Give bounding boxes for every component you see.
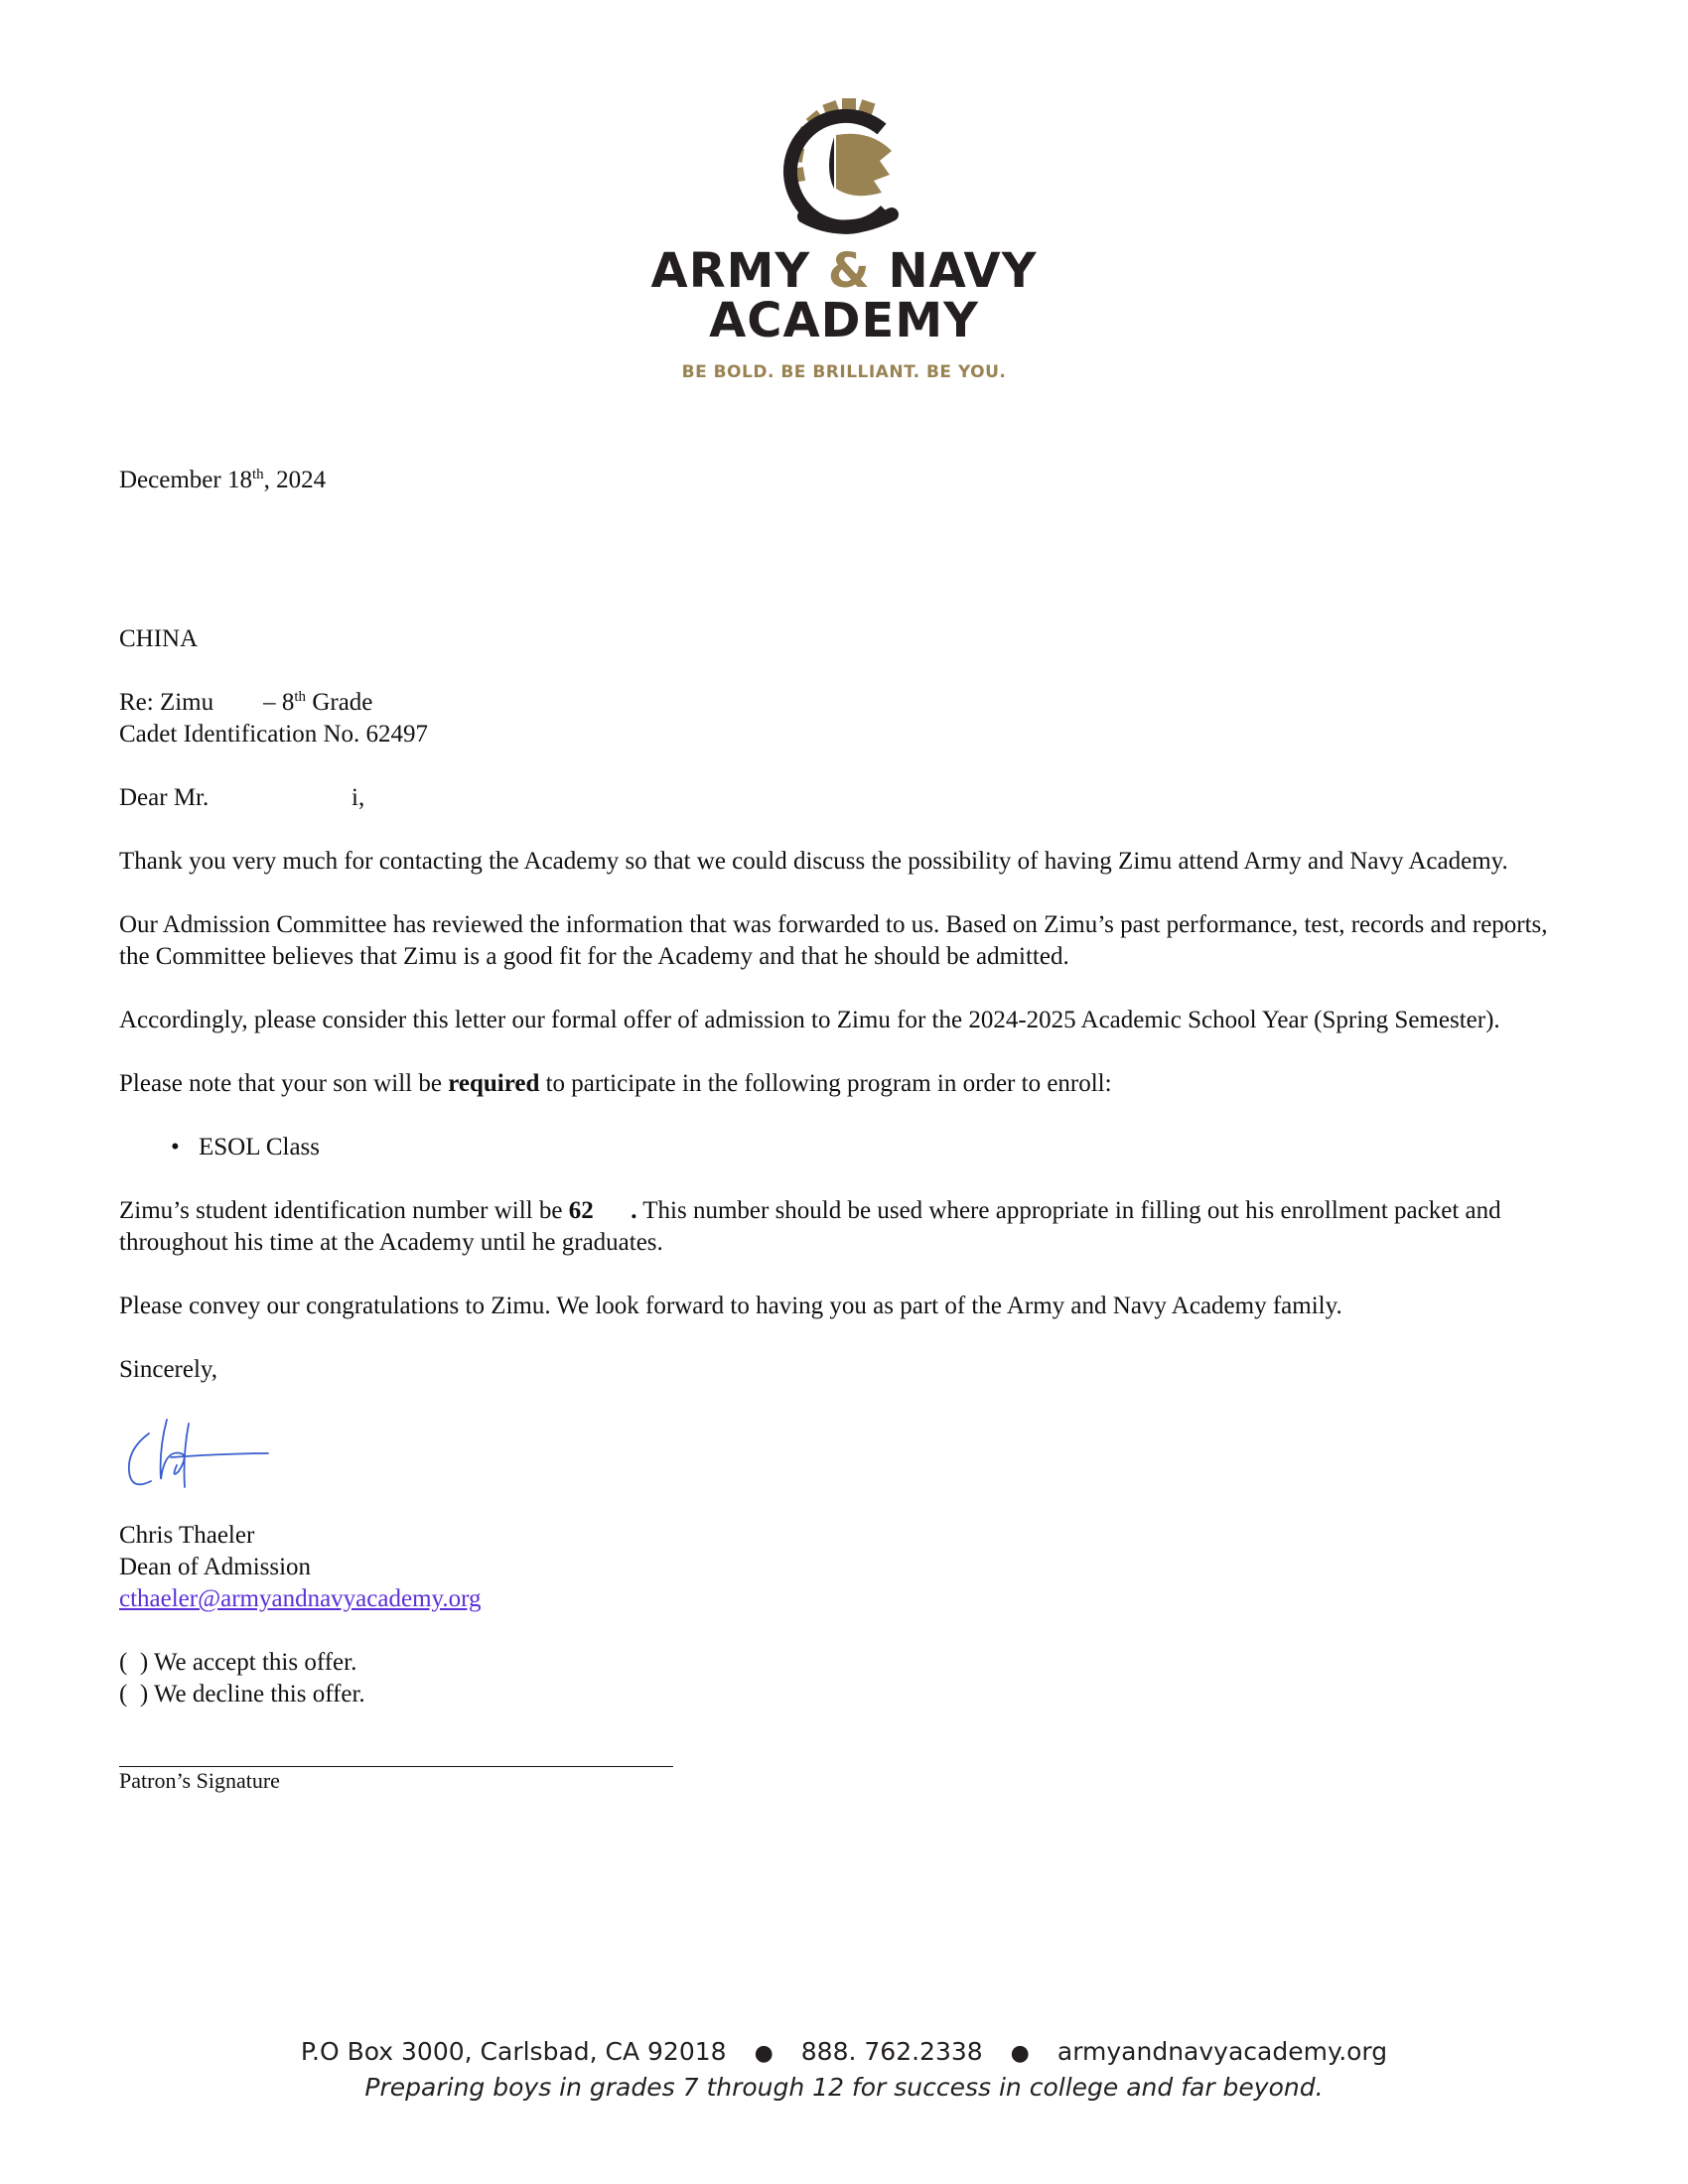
paragraph-6: Please convey our congratulations to Zimu. We look forward to having you as part of the Army and Navy Academy family.: [119, 1293, 1342, 1319]
accept-option: ( ) We accept this offer.: [119, 1649, 357, 1676]
logo-ampersand: &: [827, 243, 871, 299]
footer-contact: [0, 2037, 1688, 2066]
logo-tagline: BE BOLD. BE BRILLIANT. BE YOU.: [681, 361, 1007, 382]
bullet-icon: ●: [1010, 2041, 1030, 2066]
salutation: Dear Mr. i,: [119, 784, 365, 811]
signer-title: Dean of Admission: [119, 1554, 312, 1580]
program-list: [119, 1132, 1569, 1163]
paragraph-2: Our Admission Committee has reviewed the information that was forwarded to us. Based on Zimu’s past performance, test, records and reports, the Committee believes that Zimu is a good fit for the Academy and that he should be admitted.: [119, 911, 1548, 970]
footer-phone: 888. 762.2338: [800, 2037, 983, 2066]
re-line: Re: Zimu – 8th Grade: [119, 689, 373, 716]
patron-signature-label: Patron’s Signature: [119, 1768, 280, 1793]
letter-date: December 18th, 2024: [119, 467, 327, 493]
helmet-emblem-icon: [774, 89, 914, 238]
signer-name: Chris Thaeler: [119, 1522, 255, 1549]
footer-address: P.O Box 3000, Carlsbad, CA 92018: [300, 2037, 727, 2066]
signer-email-link[interactable]: cthaeler@armyandnavyacademy.org: [119, 1585, 482, 1612]
footer-website: armyandnavyacademy.org: [1056, 2037, 1388, 2066]
paragraph-1: Thank you very much for contacting the Academy so that we could discuss the possibility of having Zimu attend Army and Navy Academy.: [119, 848, 1508, 875]
decline-option: ( ) We decline this offer.: [119, 1681, 365, 1707]
cadet-id-line: Cadet Identification No. 62497: [119, 721, 429, 748]
paragraph-3: Accordingly, please consider this letter our formal offer of admission to Zimu for the 2024-2025 Academic School Year (Spring Semester).: [119, 1007, 1500, 1033]
logo-text-academy: ACADEMY: [709, 293, 979, 349]
handwritten-signature: [119, 1410, 298, 1505]
paragraph-5: Zimu’s student identification number will be 62 . This number should be used where appropriate in filling out his enrollment packet and throughout his time at the Academy until he graduates.: [119, 1197, 1501, 1256]
closing: Sincerely,: [119, 1356, 218, 1383]
paragraph-4: Please note that your son will be required to participate in the following program in order to enroll:: [119, 1070, 1112, 1097]
bullet-icon: ●: [754, 2041, 774, 2066]
academy-logo: [0, 89, 1688, 382]
program-item: • ESOL Class: [199, 1132, 1569, 1163]
footer-slogan: Preparing boys in grades 7 through 12 for success in college and far beyond.: [364, 2073, 1324, 2102]
logo-text-army: ARMY: [650, 243, 811, 299]
recipient-address: CHINA: [119, 625, 199, 652]
logo-text-navy: NAVY: [888, 243, 1038, 299]
letter-body: [119, 465, 1569, 1795]
